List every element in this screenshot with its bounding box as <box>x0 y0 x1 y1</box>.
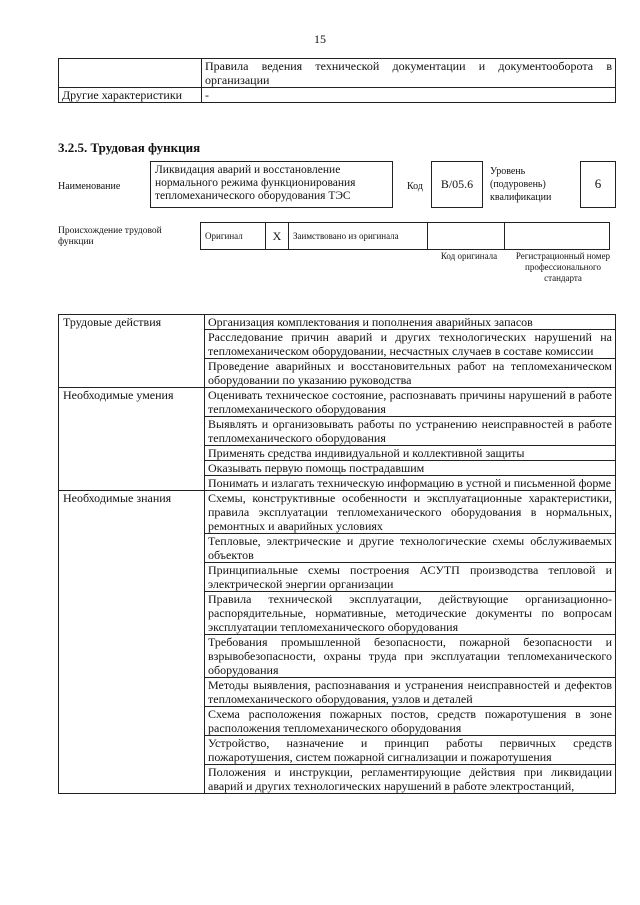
row-label <box>59 59 202 88</box>
page-number: 15 <box>314 32 326 46</box>
table-row <box>59 88 616 103</box>
original-code-cell <box>428 223 505 250</box>
item-cell: Применять средства индивидуальной и коллективной защиты <box>205 446 616 461</box>
table-row <box>59 315 616 330</box>
original-mark: X <box>266 223 289 250</box>
name-label: Наименование <box>58 181 121 192</box>
item-cell: Оценивать техническое состояние, распознавать причины нарушений в работе тепломеханического оборудования <box>205 388 616 417</box>
origin-label: Происхождение трудовой функции <box>58 226 162 247</box>
item-cell: Тепловые, электрические и другие технологические схемы обслуживаемых объектов <box>205 534 616 563</box>
borrowed-cell: Заимствовано из оригинала <box>289 223 428 250</box>
level-label: Уровень (подуровень) квалификации <box>490 166 552 203</box>
item-cell: Требования промышленной безопасности, пожарной безопасности и взрывобезопасности, охраны труда при эксплуатации тепломеханического оборудования <box>205 635 616 678</box>
function-table <box>58 314 616 794</box>
section-title: 3.2.5. Трудовая функция <box>58 140 201 155</box>
item-cell: Положения и инструкции, регламентирующие действия при ликвидации аварий и других технологических нарушений в работе электростанций, <box>205 765 616 794</box>
item-cell: Понимать и излагать техническую информацию в устной и письменной форме <box>205 476 616 491</box>
item-cell: Проведение аварийных и восстановительных работ на тепломеханическом оборудовании по указанию руководства <box>205 359 616 388</box>
item-cell: Схемы, конструктивные особенности и эксплуатационные характеристики, правила эксплуатации тепломеханического оборудования в нормальных, ремонтных и аварийных условиях <box>205 491 616 534</box>
item-cell: Оказывать первую помощь пострадавшим <box>205 461 616 476</box>
item-cell: Правила технической эксплуатации, действующие организационно-распорядительные, нормативные, методические документы по вопросам эксплуатации тепломеханического оборудования <box>205 592 616 635</box>
item-cell: Схема расположения пожарных постов, средств пожаротушения в зоне расположения тепломеханического оборудования <box>205 707 616 736</box>
item-cell: Методы выявления, распознавания и устранения неисправностей и дефектов тепломеханического оборудования, узлов и деталей <box>205 678 616 707</box>
table-row <box>59 388 616 417</box>
origin-table <box>200 222 610 250</box>
original-cell: Оригинал <box>201 223 266 250</box>
continuation-table <box>58 58 616 103</box>
category-cell: Необходимые знания <box>59 491 205 794</box>
registration-number-cell <box>505 223 610 250</box>
code-label: Код <box>407 181 423 192</box>
row-text: Правила ведения технической документации и документооборота в организации <box>202 59 616 88</box>
level-value-box: 6 <box>580 161 616 208</box>
function-name-box: Ликвидация аварий и восстановление нормального режима функционирования тепломеханического оборудования ТЭС <box>150 161 393 208</box>
table-row <box>59 491 616 534</box>
category-cell: Трудовые действия <box>59 315 205 388</box>
row-text: - <box>202 88 616 103</box>
registration-caption: Регистрационный номер профессионального стандарта <box>515 251 611 283</box>
table-row <box>59 59 616 88</box>
item-cell: Выявлять и организовывать работы по устранению неисправностей в работе тепломеханического оборудования <box>205 417 616 446</box>
item-cell: Устройство, назначение и принцип работы первичных средств пожаротушения, систем пожарной сигнализации и пожаротушения <box>205 736 616 765</box>
row-label: Другие характеристики <box>59 88 202 103</box>
item-cell: Принципиальные схемы построения АСУТП производства тепловой и электрической энергии организации <box>205 563 616 592</box>
code-caption: Код оригинала <box>440 251 498 261</box>
code-value-box: B/05.6 <box>431 161 483 208</box>
item-cell: Организация комплектования и пополнения аварийных запасов <box>205 315 616 330</box>
category-cell: Необходимые умения <box>59 388 205 491</box>
item-cell: Расследование причин аварий и других технологических нарушений на тепломеханическом оборудовании, несчастных случаев в составе комиссии <box>205 330 616 359</box>
